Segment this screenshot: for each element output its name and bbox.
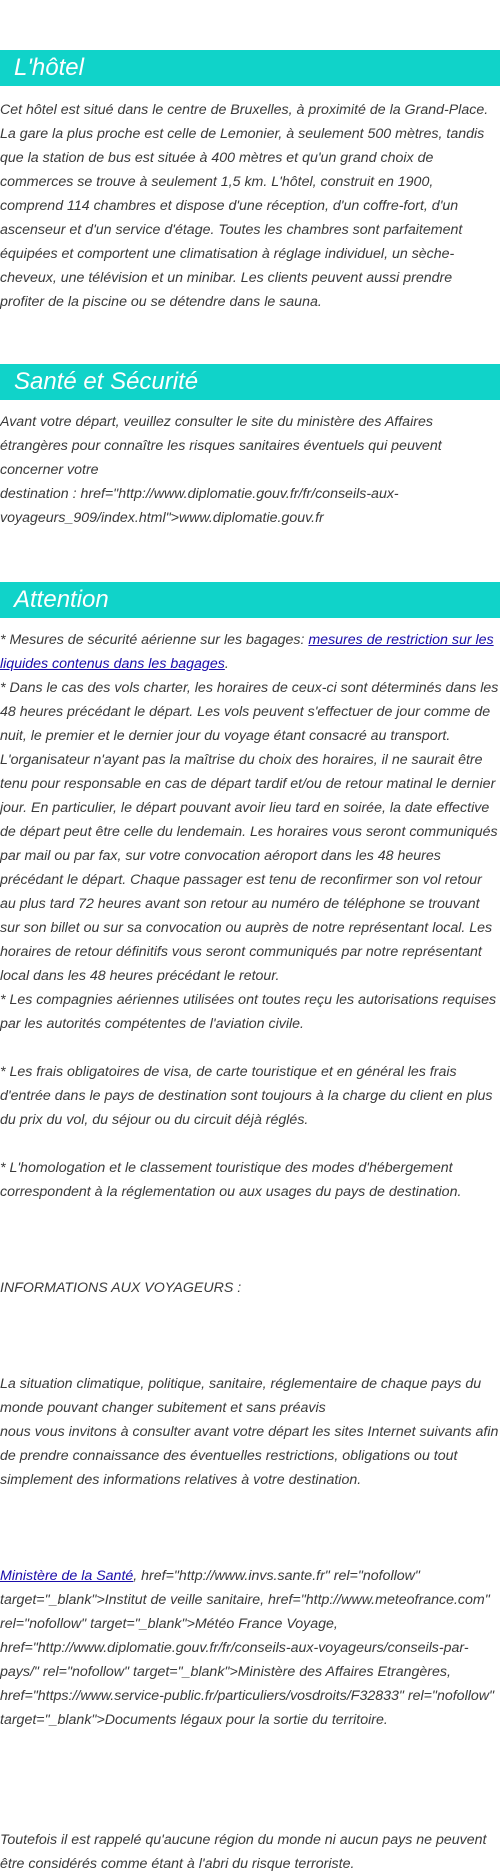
infos-voyageurs-heading bbox=[0, 1276, 500, 1300]
homologation-paragraph: * L'homologation et le classement touristique des modes d'hébergement correspondent à la réglementation ou aux usages du pays de destination. bbox=[0, 1160, 462, 1200]
section-title-hotel: L'hôtel bbox=[0, 50, 500, 86]
ministere-paragraph bbox=[0, 1564, 500, 1732]
attention-homologation bbox=[0, 1156, 500, 1204]
compagnies-paragraph: * Les compagnies aériennes utilisées ont toutes reçu les autorisations requises par les autorités compétentes de l'aviation civile. bbox=[0, 992, 497, 1032]
ministere-block bbox=[0, 1564, 500, 1732]
terrorisme-block bbox=[0, 1828, 500, 1876]
bagages-paragraph bbox=[0, 628, 500, 676]
hotel-description-text: Cet hôtel est situé dans le centre de Bruxelles, à proximité de la Grand-Place. La gare la plus proche est celle de Lemonier, à seulement 500 mètres, tandis que la station de bus est située à 400 mètres et qu'un grand choix de commerces se trouve à seulement 1,5 km. L'hôtel, construit en 1900, comprend 114 chambres et dispose d'une réception, d'un coffre-fort, d'un ascenseur et d'un service d'étage. Toutes les chambres sont parfaitement équipées et comportent une climatisation à réglage individuel, un sèche-cheveux, une télévision et un minibar. Les clients peuvent aussi prendre profiter de la piscine ou se détendre dans le sauna. bbox=[0, 102, 489, 310]
situation-block bbox=[0, 1372, 500, 1492]
situation-line2: nous vous invitons à consulter avant votre départ les sites Internet suivants afin de prendre connaissance des éventuelles restrictions, obligations ou tout simplement des informations relatives à votre destination. bbox=[0, 1424, 499, 1488]
attention-frais bbox=[0, 1060, 500, 1132]
attention-bagages bbox=[0, 628, 500, 1036]
hotel-description bbox=[0, 98, 500, 314]
bagages-prefix: * Mesures de sécurité aérienne sur les bagages: bbox=[0, 632, 309, 648]
ministere-sante-link[interactable]: Ministère de la Santé bbox=[0, 1568, 134, 1584]
ministere-rest-text: , href="http://www.invs.sante.fr" rel="nofollow" target="_blank">Institut de veille sanitaire, href="http://www.meteofrance.com" rel="nofollow" target="_blank">Météo France Voyage, href="http://www.diplomatie.gouv.fr/fr/conseils-aux-voyageurs/conseils-par-pays/" rel="nofollow" target="_blank">Ministère des Affaires Etrangères, href="https://www.service-public.fr/particuliers/vosdroits/F32833" rel="nofollow" target="_blank">Documents légaux pour la sortie du territoire. bbox=[0, 1568, 495, 1728]
sante-text-line1: Avant votre départ, veuillez consulter le site du ministère des Affaires étrangères pour connaître les risques sanitaires éventuels qui peuvent concerner votre bbox=[0, 414, 442, 478]
sante-text-line2: destination : href="http://www.diplomatie.gouv.fr/fr/conseils-aux-voyageurs_909/index.html">www.diplomatie.gouv.fr bbox=[0, 486, 399, 526]
frais-paragraph: * Les frais obligatoires de visa, de carte touristique et en général les frais d'entrée dans le pays de destination sont toujours à la charge du client en plus du prix du vol, du séjour ou du circuit déjà réglés. bbox=[0, 1064, 493, 1128]
infos-voyageurs-heading-text: INFORMATIONS AUX VOYAGEURS : bbox=[0, 1280, 242, 1296]
terrorisme-paragraph: Toutefois il est rappelé qu'aucune région du monde ni aucun pays ne peuvent être considérés comme étant à l'abri du risque terroriste. bbox=[0, 1832, 487, 1872]
section-title-attention: Attention bbox=[0, 582, 500, 618]
bagages-restriction-link[interactable]: mesures de restriction sur les liquides contenus dans les bagages bbox=[0, 632, 494, 672]
bagages-suffix: . bbox=[224, 656, 229, 672]
section-title-sante-securite: Santé et Sécurité bbox=[0, 364, 500, 400]
charter-paragraph: * Dans le cas des vols charter, les horaires de ceux-ci sont déterminés dans les 48 heures précédant le départ. Les vols peuvent s'effectuer de jour comme de nuit, le premier et le dernier jour du voyage étant consacré au transport. L'organisateur n'ayant pas la maîtrise du choix des horaires, il ne saurait être tenu pour responsable en cas de départ tardif et/ou de retour matinal le dernier jour. En particulier, le départ pouvant avoir lieu tard en soirée, la date effective de départ peut être celle du lendemain. Les horaires vous seront communiqués par mail ou par fax, sur votre convocation aéroport dans les 48 heures précédant le départ. Chaque passager est tenu de reconfirmer son vol retour au plus tard 72 heures avant son retour au numéro de téléphone se trouvant sur son billet ou sur sa convocation ou auprès de notre représentant local. Les horaires de retour définitifs vous seront communiqués par notre représentant local dans les 48 heures précédant le retour. bbox=[0, 680, 499, 984]
situation-line1: La situation climatique, politique, sanitaire, réglementaire de chaque pays du monde pouvant changer subitement et sans préavis bbox=[0, 1376, 482, 1416]
sante-description bbox=[0, 410, 500, 530]
